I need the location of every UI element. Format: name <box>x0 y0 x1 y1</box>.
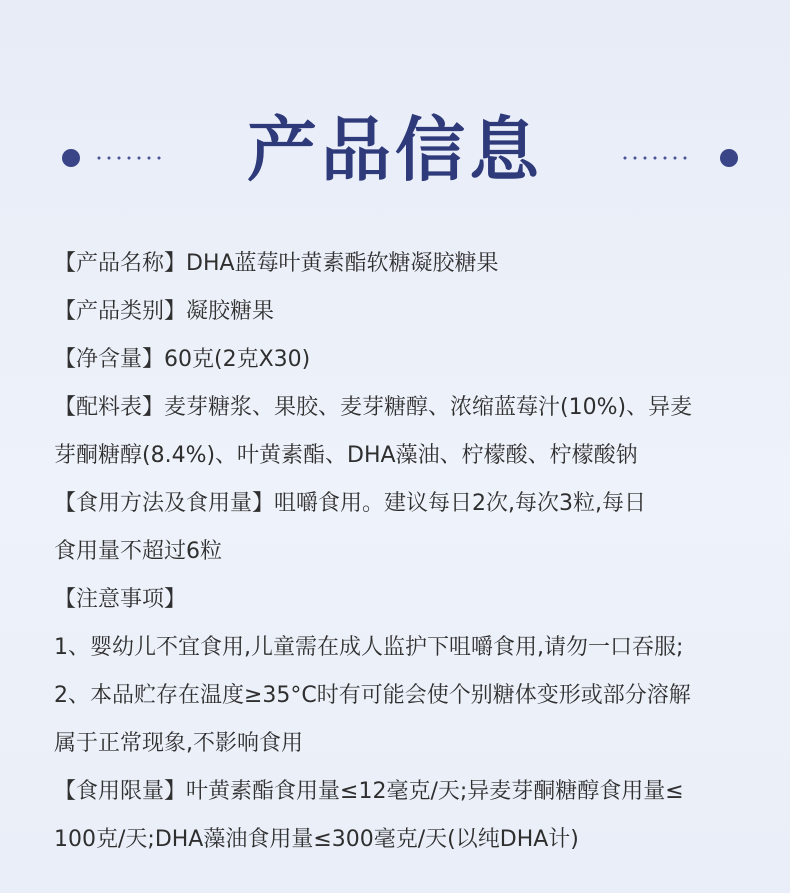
detail-value: 咀嚼食用。建议每日2次,每次3粒,每日 <box>274 491 646 516</box>
detail-line-usage-cont <box>54 528 754 576</box>
detail-line-note-2 <box>54 672 754 720</box>
detail-line-limit-cont <box>54 816 754 864</box>
detail-value: DHA蓝莓叶黄素酯软糖凝胶糖果 <box>186 251 499 276</box>
detail-value: 100克/天;DHA藻油食用量≤300毫克/天(以纯DHA计) <box>54 827 579 852</box>
detail-label: 【注意事项】 <box>54 587 187 612</box>
detail-line-limit <box>54 768 754 816</box>
right-ornament <box>620 146 760 170</box>
detail-line-notes <box>54 576 754 624</box>
detail-line-product-name <box>54 240 754 288</box>
detail-label: 【食用方法及食用量】 <box>54 491 275 516</box>
detail-line-note-2-cont <box>54 720 754 768</box>
detail-label: 【配料表】 <box>54 395 165 420</box>
detail-line-ingredients-cont <box>54 432 754 480</box>
product-details <box>54 240 754 864</box>
detail-line-usage <box>54 480 754 528</box>
detail-label: 【产品类别】 <box>54 299 187 324</box>
page-title: 产品信息 <box>247 108 543 191</box>
detail-value: 1、婴幼儿不宜食用,儿童需在成人监护下咀嚼食用,请勿一口吞服; <box>54 635 684 660</box>
detail-line-net-content <box>54 336 754 384</box>
detail-line-ingredients <box>54 384 754 432</box>
detail-label: 【产品名称】 <box>54 251 187 276</box>
detail-value: 属于正常现象,不影响食用 <box>54 731 303 756</box>
detail-label: 【食用限量】 <box>54 779 187 804</box>
detail-value: 凝胶糖果 <box>186 299 275 324</box>
detail-value: 芽酮糖醇(8.4%)、叶黄素酯、DHA藻油、柠檬酸、柠檬酸钠 <box>54 443 638 468</box>
detail-line-category <box>54 288 754 336</box>
detail-value: 麦芽糖浆、果胶、麦芽糖醇、浓缩蓝莓汁(10%)、异麦 <box>164 395 693 420</box>
detail-value: 60克(2克X30) <box>164 347 311 372</box>
detail-line-note-1 <box>54 624 754 672</box>
detail-value: 2、本品贮存在温度≥35°C时有可能会使个别糖体变形或部分溶解 <box>54 683 691 708</box>
detail-value: 食用量不超过6粒 <box>54 539 222 564</box>
section-header <box>0 100 790 210</box>
detail-label: 【净含量】 <box>54 347 165 372</box>
ornament-dotted-line <box>620 156 692 160</box>
ornament-dot-icon <box>720 149 738 167</box>
detail-value: 叶黄素酯食用量≤12毫克/天;异麦芽酮糖醇食用量≤ <box>186 779 684 804</box>
